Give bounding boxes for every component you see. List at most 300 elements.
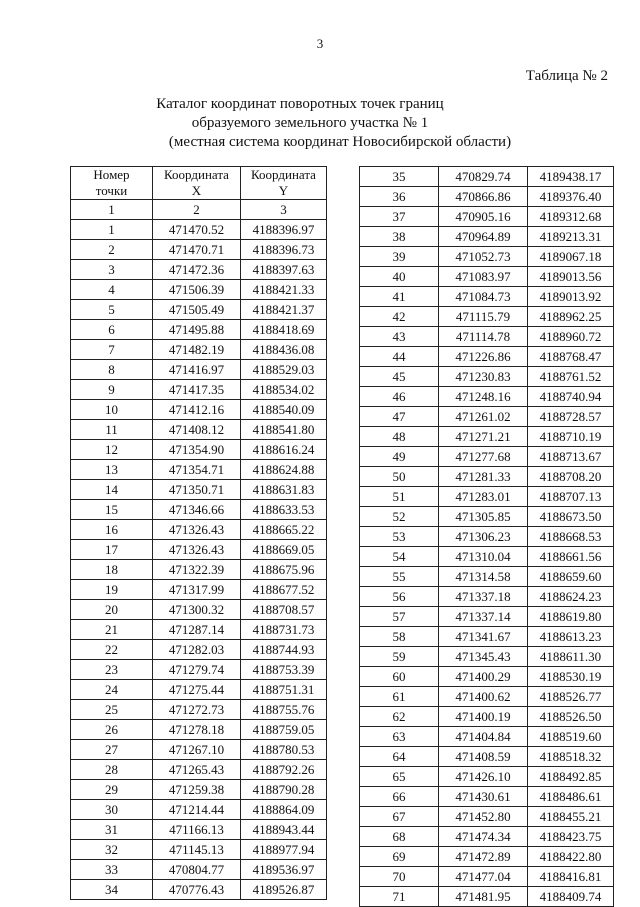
coordinate-y-cell: 4188519.60: [528, 727, 614, 747]
point-number-cell: 30: [71, 800, 153, 820]
coordinate-y-cell: 4188631.83: [241, 480, 327, 500]
coordinate-x-cell: 471452.80: [439, 807, 528, 827]
coordinate-y-cell: 4189376.40: [528, 187, 614, 207]
coordinate-y-cell: 4188423.75: [528, 827, 614, 847]
point-number-cell: 41: [360, 287, 439, 307]
point-number-cell: 45: [360, 367, 439, 387]
header-point-number: [71, 167, 153, 200]
coordinate-y-cell: 4189067.18: [528, 247, 614, 267]
table-row: [71, 600, 327, 620]
coordinate-y-cell: 4188518.32: [528, 747, 614, 767]
coordinate-y-cell: 4188710.19: [528, 427, 614, 447]
coordinate-y-cell: 4189013.92: [528, 287, 614, 307]
header-coordinate-y: [241, 167, 327, 200]
coordinate-y-cell: 4188436.08: [241, 340, 327, 360]
point-number-cell: 31: [71, 820, 153, 840]
point-number-cell: 12: [71, 440, 153, 460]
point-number-cell: 51: [360, 487, 439, 507]
table-row: [360, 667, 614, 687]
table-row: [71, 640, 327, 660]
table-row: [360, 827, 614, 847]
table-row: [360, 727, 614, 747]
table-row: [360, 507, 614, 527]
point-number-cell: 66: [360, 787, 439, 807]
table-row: [360, 487, 614, 507]
coordinate-y-cell: 4188977.94: [241, 840, 327, 860]
point-number-cell: 49: [360, 447, 439, 467]
coordinate-x-cell: 471400.29: [439, 667, 528, 687]
coordinate-y-cell: 4188759.05: [241, 720, 327, 740]
table-row: [360, 707, 614, 727]
point-number-cell: 62: [360, 707, 439, 727]
coordinate-y-cell: 4188611.30: [528, 647, 614, 667]
coordinate-x-cell: 471430.61: [439, 787, 528, 807]
coordinate-x-cell: 471400.62: [439, 687, 528, 707]
table-row: [71, 540, 327, 560]
coordinate-x-cell: 471278.18: [153, 720, 241, 740]
point-number-cell: 6: [71, 320, 153, 340]
coordinate-y-cell: 4188943.44: [241, 820, 327, 840]
point-number-cell: 19: [71, 580, 153, 600]
coordinate-x-cell: 471305.85: [439, 507, 528, 527]
coordinate-y-cell: 4188669.05: [241, 540, 327, 560]
table-row: [360, 567, 614, 587]
table-row: [71, 220, 327, 240]
coordinate-y-cell: 4188665.22: [241, 520, 327, 540]
header-x-line2: X: [191, 183, 202, 198]
coordinate-y-cell: 4188418.69: [241, 320, 327, 340]
coordinate-y-cell: 4188659.60: [528, 567, 614, 587]
table-row: [360, 627, 614, 647]
table-row: [71, 440, 327, 460]
point-number-cell: 70: [360, 867, 439, 887]
table-row: [360, 787, 614, 807]
coordinate-x-cell: 471408.12: [153, 420, 241, 440]
table-row: [71, 480, 327, 500]
point-number-cell: 32: [71, 840, 153, 860]
coordinate-y-cell: 4188534.02: [241, 380, 327, 400]
header-row: [71, 167, 327, 200]
coordinate-y-cell: 4188960.72: [528, 327, 614, 347]
point-number-cell: 17: [71, 540, 153, 560]
coordinate-x-cell: 471408.59: [439, 747, 528, 767]
table-row: [360, 647, 614, 667]
point-number-cell: 36: [360, 187, 439, 207]
coordinate-x-cell: 471322.39: [153, 560, 241, 580]
point-number-cell: 64: [360, 747, 439, 767]
point-number-cell: 63: [360, 727, 439, 747]
table-row: [360, 347, 614, 367]
table-row: [360, 887, 614, 907]
coordinate-x-cell: 471412.16: [153, 400, 241, 420]
coordinate-y-cell: 4188707.13: [528, 487, 614, 507]
coordinate-x-cell: 471115.79: [439, 307, 528, 327]
coordinate-x-cell: 471495.88: [153, 320, 241, 340]
coordinate-x-cell: 471345.43: [439, 647, 528, 667]
point-number-cell: 39: [360, 247, 439, 267]
coordinate-x-cell: 471114.78: [439, 327, 528, 347]
coordinate-x-cell: 471417.35: [153, 380, 241, 400]
table-row: [71, 800, 327, 820]
coordinate-x-cell: 471084.73: [439, 287, 528, 307]
table-row: [360, 527, 614, 547]
header-coordinate-x: [153, 167, 241, 200]
coordinate-y-cell: 4189526.87: [241, 880, 327, 900]
coordinate-x-cell: 471214.44: [153, 800, 241, 820]
table-row: [71, 660, 327, 680]
point-number-cell: 2: [71, 240, 153, 260]
coordinate-x-cell: 471230.83: [439, 367, 528, 387]
table-row: [360, 747, 614, 767]
coordinate-y-cell: 4188962.25: [528, 307, 614, 327]
title-line-1: Каталог координат поворотных точек границ: [156, 96, 444, 112]
coordinate-y-cell: 4188492.85: [528, 767, 614, 787]
table-row: [360, 687, 614, 707]
coordinate-x-cell: 470905.16: [439, 207, 528, 227]
coordinate-x-cell: 471346.66: [153, 500, 241, 520]
coordinate-x-cell: 471259.38: [153, 780, 241, 800]
table-row: [71, 580, 327, 600]
coordinate-x-cell: 471083.97: [439, 267, 528, 287]
point-number-cell: 22: [71, 640, 153, 660]
point-number-cell: 71: [360, 887, 439, 907]
coordinate-y-cell: 4188761.52: [528, 367, 614, 387]
coordinate-y-cell: 4188526.50: [528, 707, 614, 727]
coordinate-y-cell: 4188731.73: [241, 620, 327, 640]
coordinate-x-cell: 471354.71: [153, 460, 241, 480]
coordinate-y-cell: 4188768.47: [528, 347, 614, 367]
coordinate-x-cell: 470866.86: [439, 187, 528, 207]
header-x-line1: Координата: [164, 167, 229, 182]
table-row: [360, 287, 614, 307]
coordinate-y-cell: 4189312.68: [528, 207, 614, 227]
point-number-cell: 13: [71, 460, 153, 480]
coordinate-y-cell: 4188740.94: [528, 387, 614, 407]
point-number-cell: 35: [360, 167, 439, 187]
coordinate-y-cell: 4188396.73: [241, 240, 327, 260]
coordinate-x-cell: 471482.19: [153, 340, 241, 360]
coordinate-x-cell: 471226.86: [439, 347, 528, 367]
table-row: [71, 460, 327, 480]
coordinate-y-cell: 4189438.17: [528, 167, 614, 187]
column-index-1: 1: [71, 200, 153, 220]
column-index-3: 3: [241, 200, 327, 220]
table-row: [71, 720, 327, 740]
coordinate-x-cell: 471317.99: [153, 580, 241, 600]
coordinate-x-cell: 471282.03: [153, 640, 241, 660]
point-number-cell: 16: [71, 520, 153, 540]
coordinate-x-cell: 471470.71: [153, 240, 241, 260]
coordinate-y-cell: 4189536.97: [241, 860, 327, 880]
point-number-cell: 5: [71, 300, 153, 320]
coordinate-x-cell: 471505.49: [153, 300, 241, 320]
point-number-cell: 29: [71, 780, 153, 800]
coordinate-x-cell: 471265.43: [153, 760, 241, 780]
coordinate-y-cell: 4188668.53: [528, 527, 614, 547]
table-row: [71, 400, 327, 420]
coordinate-y-cell: 4188790.28: [241, 780, 327, 800]
point-number-cell: 27: [71, 740, 153, 760]
coordinate-x-cell: 471326.43: [153, 540, 241, 560]
coordinate-y-cell: 4188486.61: [528, 787, 614, 807]
table-row: [360, 227, 614, 247]
point-number-cell: 37: [360, 207, 439, 227]
table-row: [360, 807, 614, 827]
title-line-2: образуемого земельного участка № 1: [191, 115, 429, 131]
point-number-cell: 1: [71, 220, 153, 240]
point-number-cell: 15: [71, 500, 153, 520]
coordinate-x-cell: 471314.58: [439, 567, 528, 587]
table-body-left: [71, 220, 327, 900]
table-row: [71, 560, 327, 580]
table-row: [360, 367, 614, 387]
column-index-2: 2: [153, 200, 241, 220]
coordinate-y-cell: 4188421.33: [241, 280, 327, 300]
coordinate-x-cell: 471283.01: [439, 487, 528, 507]
title-line-3: (местная система координат Новосибирской области): [168, 134, 512, 150]
point-number-cell: 43: [360, 327, 439, 347]
coordinate-x-cell: 470829.74: [439, 167, 528, 187]
point-number-cell: 47: [360, 407, 439, 427]
coordinate-x-cell: 471474.34: [439, 827, 528, 847]
coordinate-y-cell: 4189213.31: [528, 227, 614, 247]
point-number-cell: 34: [71, 880, 153, 900]
point-number-cell: 18: [71, 560, 153, 580]
table-row: [71, 240, 327, 260]
coordinate-x-cell: 471404.84: [439, 727, 528, 747]
table-row: [71, 420, 327, 440]
table-row: [360, 327, 614, 347]
coordinate-x-cell: 471261.02: [439, 407, 528, 427]
point-number-cell: 52: [360, 507, 439, 527]
coordinate-x-cell: 470804.77: [153, 860, 241, 880]
coordinate-x-cell: 471306.23: [439, 527, 528, 547]
point-number-cell: 40: [360, 267, 439, 287]
point-number-cell: 25: [71, 700, 153, 720]
point-number-cell: 54: [360, 547, 439, 567]
table-row: [360, 187, 614, 207]
coordinate-y-cell: 4188675.96: [241, 560, 327, 580]
coordinate-y-cell: 4188529.03: [241, 360, 327, 380]
header-y-line1: Координата: [251, 167, 316, 182]
coordinate-y-cell: 4188744.93: [241, 640, 327, 660]
point-number-cell: 3: [71, 260, 153, 280]
coordinate-x-cell: 471272.73: [153, 700, 241, 720]
coordinate-x-cell: 471470.52: [153, 220, 241, 240]
table-row: [71, 740, 327, 760]
coordinate-y-cell: 4188780.53: [241, 740, 327, 760]
table-row: [71, 700, 327, 720]
table-row: [360, 207, 614, 227]
table-row: [71, 860, 327, 880]
coordinate-x-cell: 471472.89: [439, 847, 528, 867]
coordinate-x-cell: 471472.36: [153, 260, 241, 280]
point-number-cell: 11: [71, 420, 153, 440]
coordinate-x-cell: 471426.10: [439, 767, 528, 787]
coordinate-x-cell: 471281.33: [439, 467, 528, 487]
point-number-cell: 10: [71, 400, 153, 420]
table-row: [360, 247, 614, 267]
point-number-cell: 24: [71, 680, 153, 700]
coordinate-y-cell: 4188616.24: [241, 440, 327, 460]
table-body-right: [360, 167, 614, 907]
coordinate-x-cell: 470776.43: [153, 880, 241, 900]
point-number-cell: 8: [71, 360, 153, 380]
table-row: [360, 167, 614, 187]
table-row: [71, 840, 327, 860]
point-number-cell: 60: [360, 667, 439, 687]
coordinate-x-cell: 471337.14: [439, 607, 528, 627]
coordinate-x-cell: 471506.39: [153, 280, 241, 300]
table-row: [71, 320, 327, 340]
table-row: [71, 280, 327, 300]
point-number-cell: 68: [360, 827, 439, 847]
point-number-cell: 23: [71, 660, 153, 680]
point-number-cell: 33: [71, 860, 153, 880]
coordinate-y-cell: 4188540.09: [241, 400, 327, 420]
table-row: [71, 300, 327, 320]
coordinate-y-cell: 4188864.09: [241, 800, 327, 820]
point-number-cell: 9: [71, 380, 153, 400]
coordinate-x-cell: 471310.04: [439, 547, 528, 567]
table-row: [71, 380, 327, 400]
table-row: [360, 547, 614, 567]
table-row: [360, 847, 614, 867]
table-row: [360, 587, 614, 607]
point-number-cell: 26: [71, 720, 153, 740]
point-number-cell: 46: [360, 387, 439, 407]
point-number-cell: 4: [71, 280, 153, 300]
table-row: [360, 867, 614, 887]
point-number-cell: 50: [360, 467, 439, 487]
point-number-cell: 38: [360, 227, 439, 247]
point-number-cell: 48: [360, 427, 439, 447]
table-row: [360, 427, 614, 447]
table-row: [71, 340, 327, 360]
coordinate-y-cell: 4188753.39: [241, 660, 327, 680]
table-label: Таблица № 2: [525, 68, 608, 84]
table-row: [360, 387, 614, 407]
coordinate-y-cell: 4188677.52: [241, 580, 327, 600]
header-point-line1: Номер: [93, 167, 130, 182]
coordinate-x-cell: 471326.43: [153, 520, 241, 540]
point-number-cell: 67: [360, 807, 439, 827]
coordinate-x-cell: 471416.97: [153, 360, 241, 380]
coordinate-x-cell: 471275.44: [153, 680, 241, 700]
point-number-cell: 21: [71, 620, 153, 640]
coordinate-x-cell: 471477.04: [439, 867, 528, 887]
coordinate-y-cell: 4188673.50: [528, 507, 614, 527]
table-row: [360, 467, 614, 487]
coordinate-x-cell: 471279.74: [153, 660, 241, 680]
header-y-line2: Y: [278, 183, 289, 198]
coordinate-y-cell: 4188624.23: [528, 587, 614, 607]
coordinate-y-cell: 4188526.77: [528, 687, 614, 707]
coordinate-y-cell: 4188619.80: [528, 607, 614, 627]
coordinates-table-left: [70, 166, 327, 900]
coordinate-y-cell: 4189013.56: [528, 267, 614, 287]
coordinate-x-cell: 471271.21: [439, 427, 528, 447]
table-row: [71, 780, 327, 800]
coordinate-y-cell: 4188422.80: [528, 847, 614, 867]
coordinate-x-cell: 471166.13: [153, 820, 241, 840]
page-number: 3: [316, 36, 324, 51]
coordinate-y-cell: 4188396.97: [241, 220, 327, 240]
coordinate-x-cell: 471341.67: [439, 627, 528, 647]
coordinate-y-cell: 4188661.56: [528, 547, 614, 567]
coordinate-y-cell: 4188728.57: [528, 407, 614, 427]
point-number-cell: 7: [71, 340, 153, 360]
coordinate-x-cell: 471481.95: [439, 887, 528, 907]
document-title: [0, 95, 640, 152]
table-row: [71, 760, 327, 780]
coordinate-y-cell: 4188541.80: [241, 420, 327, 440]
coordinate-y-cell: 4188755.76: [241, 700, 327, 720]
coordinate-x-cell: 471145.13: [153, 840, 241, 860]
coordinate-y-cell: 4188624.88: [241, 460, 327, 480]
point-number-cell: 65: [360, 767, 439, 787]
coordinate-x-cell: 471400.19: [439, 707, 528, 727]
coordinate-x-cell: 471300.32: [153, 600, 241, 620]
point-number-cell: 42: [360, 307, 439, 327]
coordinate-y-cell: 4188397.63: [241, 260, 327, 280]
point-number-cell: 57: [360, 607, 439, 627]
table-row: [360, 607, 614, 627]
point-number-cell: 69: [360, 847, 439, 867]
table-row: [71, 260, 327, 280]
coordinate-y-cell: 4188613.23: [528, 627, 614, 647]
table-row: [360, 767, 614, 787]
coordinate-y-cell: 4188708.20: [528, 467, 614, 487]
coordinate-x-cell: 471277.68: [439, 447, 528, 467]
coordinate-x-cell: 471337.18: [439, 587, 528, 607]
coordinate-x-cell: 470964.89: [439, 227, 528, 247]
point-number-cell: 55: [360, 567, 439, 587]
coordinate-y-cell: 4188416.81: [528, 867, 614, 887]
coordinate-y-cell: 4188421.37: [241, 300, 327, 320]
coordinate-y-cell: 4188409.74: [528, 887, 614, 907]
coordinate-y-cell: 4188708.57: [241, 600, 327, 620]
table-row: [71, 620, 327, 640]
coordinate-x-cell: 471052.73: [439, 247, 528, 267]
table-row: [71, 520, 327, 540]
header-point-line2: точки: [95, 183, 128, 198]
table-row: [360, 267, 614, 287]
table-row: [360, 407, 614, 427]
coordinate-y-cell: 4188792.26: [241, 760, 327, 780]
table-row: [71, 880, 327, 900]
coordinate-y-cell: 4188455.21: [528, 807, 614, 827]
point-number-cell: 59: [360, 647, 439, 667]
coordinate-y-cell: 4188751.31: [241, 680, 327, 700]
point-number-cell: 58: [360, 627, 439, 647]
coordinate-x-cell: 471354.90: [153, 440, 241, 460]
coordinate-x-cell: 471287.14: [153, 620, 241, 640]
point-number-cell: 61: [360, 687, 439, 707]
table-row: [71, 680, 327, 700]
coordinate-x-cell: 471350.71: [153, 480, 241, 500]
point-number-cell: 44: [360, 347, 439, 367]
column-index-row: [71, 200, 327, 220]
point-number-cell: 20: [71, 600, 153, 620]
table-row: [360, 447, 614, 467]
table-row: [360, 307, 614, 327]
point-number-cell: 56: [360, 587, 439, 607]
point-number-cell: 53: [360, 527, 439, 547]
point-number-cell: 14: [71, 480, 153, 500]
coordinate-x-cell: 471248.16: [439, 387, 528, 407]
coordinate-x-cell: 471267.10: [153, 740, 241, 760]
